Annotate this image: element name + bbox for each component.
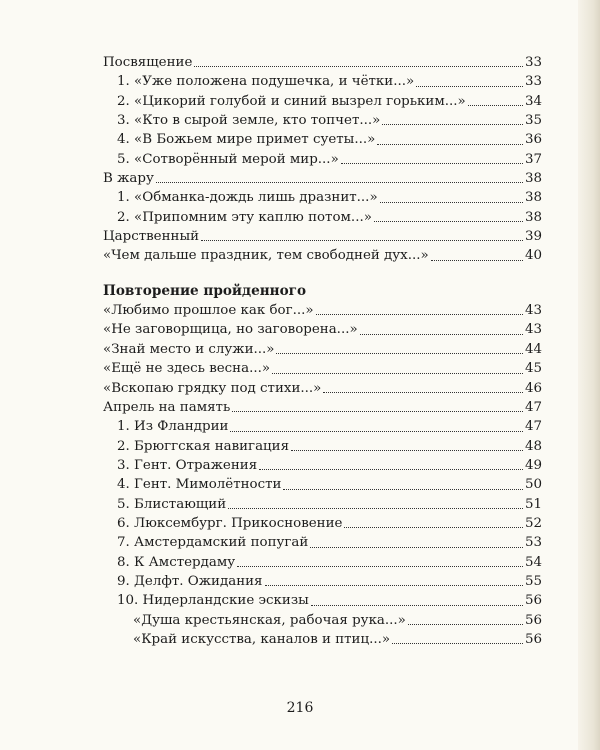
toc-entry-title: «Край искусства, каналов и птиц...» xyxy=(133,631,391,647)
toc-entry-title: «Знай место и служи...» xyxy=(103,341,275,357)
dot-leader xyxy=(232,411,523,412)
toc-entry-title: 6. Люксембург. Прикосновение xyxy=(117,515,343,531)
toc-entry-title: 7. Амстердамский попугай xyxy=(117,535,309,551)
dot-leader xyxy=(380,202,523,203)
toc-entry[interactable] xyxy=(103,591,542,610)
table-of-contents xyxy=(103,53,542,649)
toc-entry-page: 39 xyxy=(524,229,542,245)
toc-entry-title: 4. Гент. Мимолётности xyxy=(117,477,282,493)
dot-leader xyxy=(237,566,523,567)
toc-entry[interactable] xyxy=(103,301,542,320)
toc-entry[interactable] xyxy=(103,72,542,91)
toc-entry-page: 48 xyxy=(524,438,542,454)
toc-section-2 xyxy=(103,301,542,649)
toc-entry-page: 38 xyxy=(524,171,542,187)
toc-entry[interactable] xyxy=(103,92,542,111)
toc-entry-title: 9. Делфт. Ожидания xyxy=(117,573,263,589)
toc-entry[interactable] xyxy=(103,630,542,649)
toc-entry-title: 5. Блистающий xyxy=(117,496,227,512)
dot-leader xyxy=(382,124,523,125)
toc-entry[interactable] xyxy=(103,572,542,591)
toc-entry-title: Апрель на память xyxy=(103,399,231,415)
dot-leader xyxy=(374,221,523,222)
toc-entry-page: 33 xyxy=(524,74,542,90)
toc-entry[interactable] xyxy=(103,553,542,572)
toc-entry-page: 50 xyxy=(524,477,542,493)
dot-leader xyxy=(276,353,522,354)
toc-entry-title: «Ещё не здесь весна...» xyxy=(103,361,271,377)
dot-leader xyxy=(408,624,523,625)
toc-entry-title: «Не заговорщица, но заговорена...» xyxy=(103,322,358,338)
toc-entry-page: 33 xyxy=(524,55,542,70)
toc-entry-page: 55 xyxy=(524,573,542,589)
toc-entry-page: 54 xyxy=(524,554,542,570)
toc-entry-title: Посвящение xyxy=(103,55,193,70)
toc-entry[interactable] xyxy=(103,611,542,630)
toc-entry-title: «Вскопаю грядку под стихи...» xyxy=(103,380,322,396)
dot-leader xyxy=(201,240,523,241)
dot-leader xyxy=(228,508,523,509)
toc-entry-page: 52 xyxy=(524,515,542,531)
section-gap xyxy=(103,266,542,282)
dot-leader xyxy=(283,489,523,490)
dot-leader xyxy=(360,334,523,335)
toc-entry-title: 4. «В Божьем мире примет суеты...» xyxy=(117,132,376,148)
toc-entry-title: 10. Нидерландские эскизы xyxy=(117,593,309,609)
toc-entry-title: 8. К Амстердаму xyxy=(117,554,236,570)
dot-leader xyxy=(230,431,522,432)
toc-entry[interactable] xyxy=(103,533,542,552)
dot-leader xyxy=(156,182,523,183)
toc-entry[interactable] xyxy=(103,246,542,265)
toc-entry-title: 1. Из Фландрии xyxy=(117,419,229,435)
toc-entry[interactable] xyxy=(103,169,542,188)
toc-entry-title: 3. «Кто в сырой земле, кто топчет...» xyxy=(117,113,381,129)
toc-entry-page: 38 xyxy=(524,190,542,206)
dot-leader xyxy=(194,66,523,67)
page-edge-shadow xyxy=(578,0,600,750)
toc-entry-title: «Чем дальше праздник, тем свободней дух...» xyxy=(103,248,429,264)
toc-entry[interactable] xyxy=(103,379,542,398)
dot-leader xyxy=(265,585,523,586)
toc-entry-page: 43 xyxy=(524,322,542,338)
toc-entry[interactable] xyxy=(103,227,542,246)
toc-entry-page: 53 xyxy=(524,535,542,551)
toc-entry[interactable] xyxy=(103,53,542,72)
toc-entry-title: 5. «Сотворённый мерой мир...» xyxy=(117,151,339,167)
page-number: 216 xyxy=(286,700,314,716)
toc-entry-page: 36 xyxy=(524,132,542,148)
toc-entry-title: В жару xyxy=(103,171,154,187)
dot-leader xyxy=(416,86,523,87)
dot-leader xyxy=(310,547,523,548)
dot-leader xyxy=(468,105,523,106)
dot-leader xyxy=(259,469,523,470)
toc-entry[interactable] xyxy=(103,398,542,417)
toc-entry-page: 51 xyxy=(524,496,542,512)
dot-leader xyxy=(323,392,523,393)
dot-leader xyxy=(344,527,523,528)
dot-leader xyxy=(377,144,523,145)
toc-entry[interactable] xyxy=(103,340,542,359)
toc-entry-title: 1. «Уже положена подушечка, и чётки...» xyxy=(117,74,415,90)
toc-entry[interactable] xyxy=(103,188,542,207)
toc-entry[interactable] xyxy=(103,208,542,227)
toc-section-1 xyxy=(103,53,542,266)
toc-entry-title: Царственный xyxy=(103,229,200,245)
section-heading: Повторение пройденного xyxy=(103,282,307,299)
toc-entry-title: 2. «Припомним эту каплю потом...» xyxy=(117,209,372,225)
dot-leader xyxy=(272,373,523,374)
dot-leader xyxy=(316,314,523,315)
toc-entry-page: 46 xyxy=(524,380,542,396)
toc-entry-page: 35 xyxy=(524,113,542,129)
dot-leader xyxy=(311,605,523,606)
toc-entry[interactable] xyxy=(103,514,542,533)
toc-entry[interactable] xyxy=(103,320,542,339)
toc-entry-page: 45 xyxy=(524,361,542,377)
toc-entry[interactable] xyxy=(103,437,542,456)
toc-entry-page: 44 xyxy=(524,341,542,357)
toc-entry-page: 40 xyxy=(524,248,542,264)
toc-entry-page: 56 xyxy=(524,631,542,647)
toc-entry[interactable] xyxy=(103,475,542,494)
toc-entry-page: 37 xyxy=(524,151,542,167)
toc-entry-title: «Душа крестьянская, рабочая рука...» xyxy=(133,612,406,628)
toc-entry[interactable] xyxy=(103,130,542,149)
toc-entry[interactable] xyxy=(103,495,542,514)
toc-entry-page: 34 xyxy=(524,93,542,109)
dot-leader xyxy=(392,643,523,644)
toc-entry[interactable] xyxy=(103,359,542,378)
toc-entry-page: 49 xyxy=(524,457,542,473)
toc-entry[interactable] xyxy=(103,150,542,169)
toc-entry-page: 43 xyxy=(524,303,542,319)
toc-entry-page: 47 xyxy=(524,419,542,435)
toc-entry[interactable] xyxy=(103,456,542,475)
dot-leader xyxy=(341,163,523,164)
toc-entry-title: 2. Брюггская навигация xyxy=(117,438,290,454)
toc-entry-page: 56 xyxy=(524,593,542,609)
toc-entry-title: 1. «Обманка-дождь лишь дразнит...» xyxy=(117,190,378,206)
dot-leader xyxy=(291,450,523,451)
toc-entry[interactable] xyxy=(103,417,542,436)
toc-entry[interactable] xyxy=(103,111,542,130)
dot-leader xyxy=(431,260,523,261)
toc-entry-title: 2. «Цикорий голубой и синий вызрел горьким...» xyxy=(117,93,466,109)
toc-entry-title: 3. Гент. Отражения xyxy=(117,457,258,473)
toc-entry-page: 47 xyxy=(524,399,542,415)
toc-entry-title: «Любимо прошлое как бог...» xyxy=(103,303,314,319)
toc-entry-page: 56 xyxy=(524,612,542,628)
toc-entry-page: 38 xyxy=(524,209,542,225)
